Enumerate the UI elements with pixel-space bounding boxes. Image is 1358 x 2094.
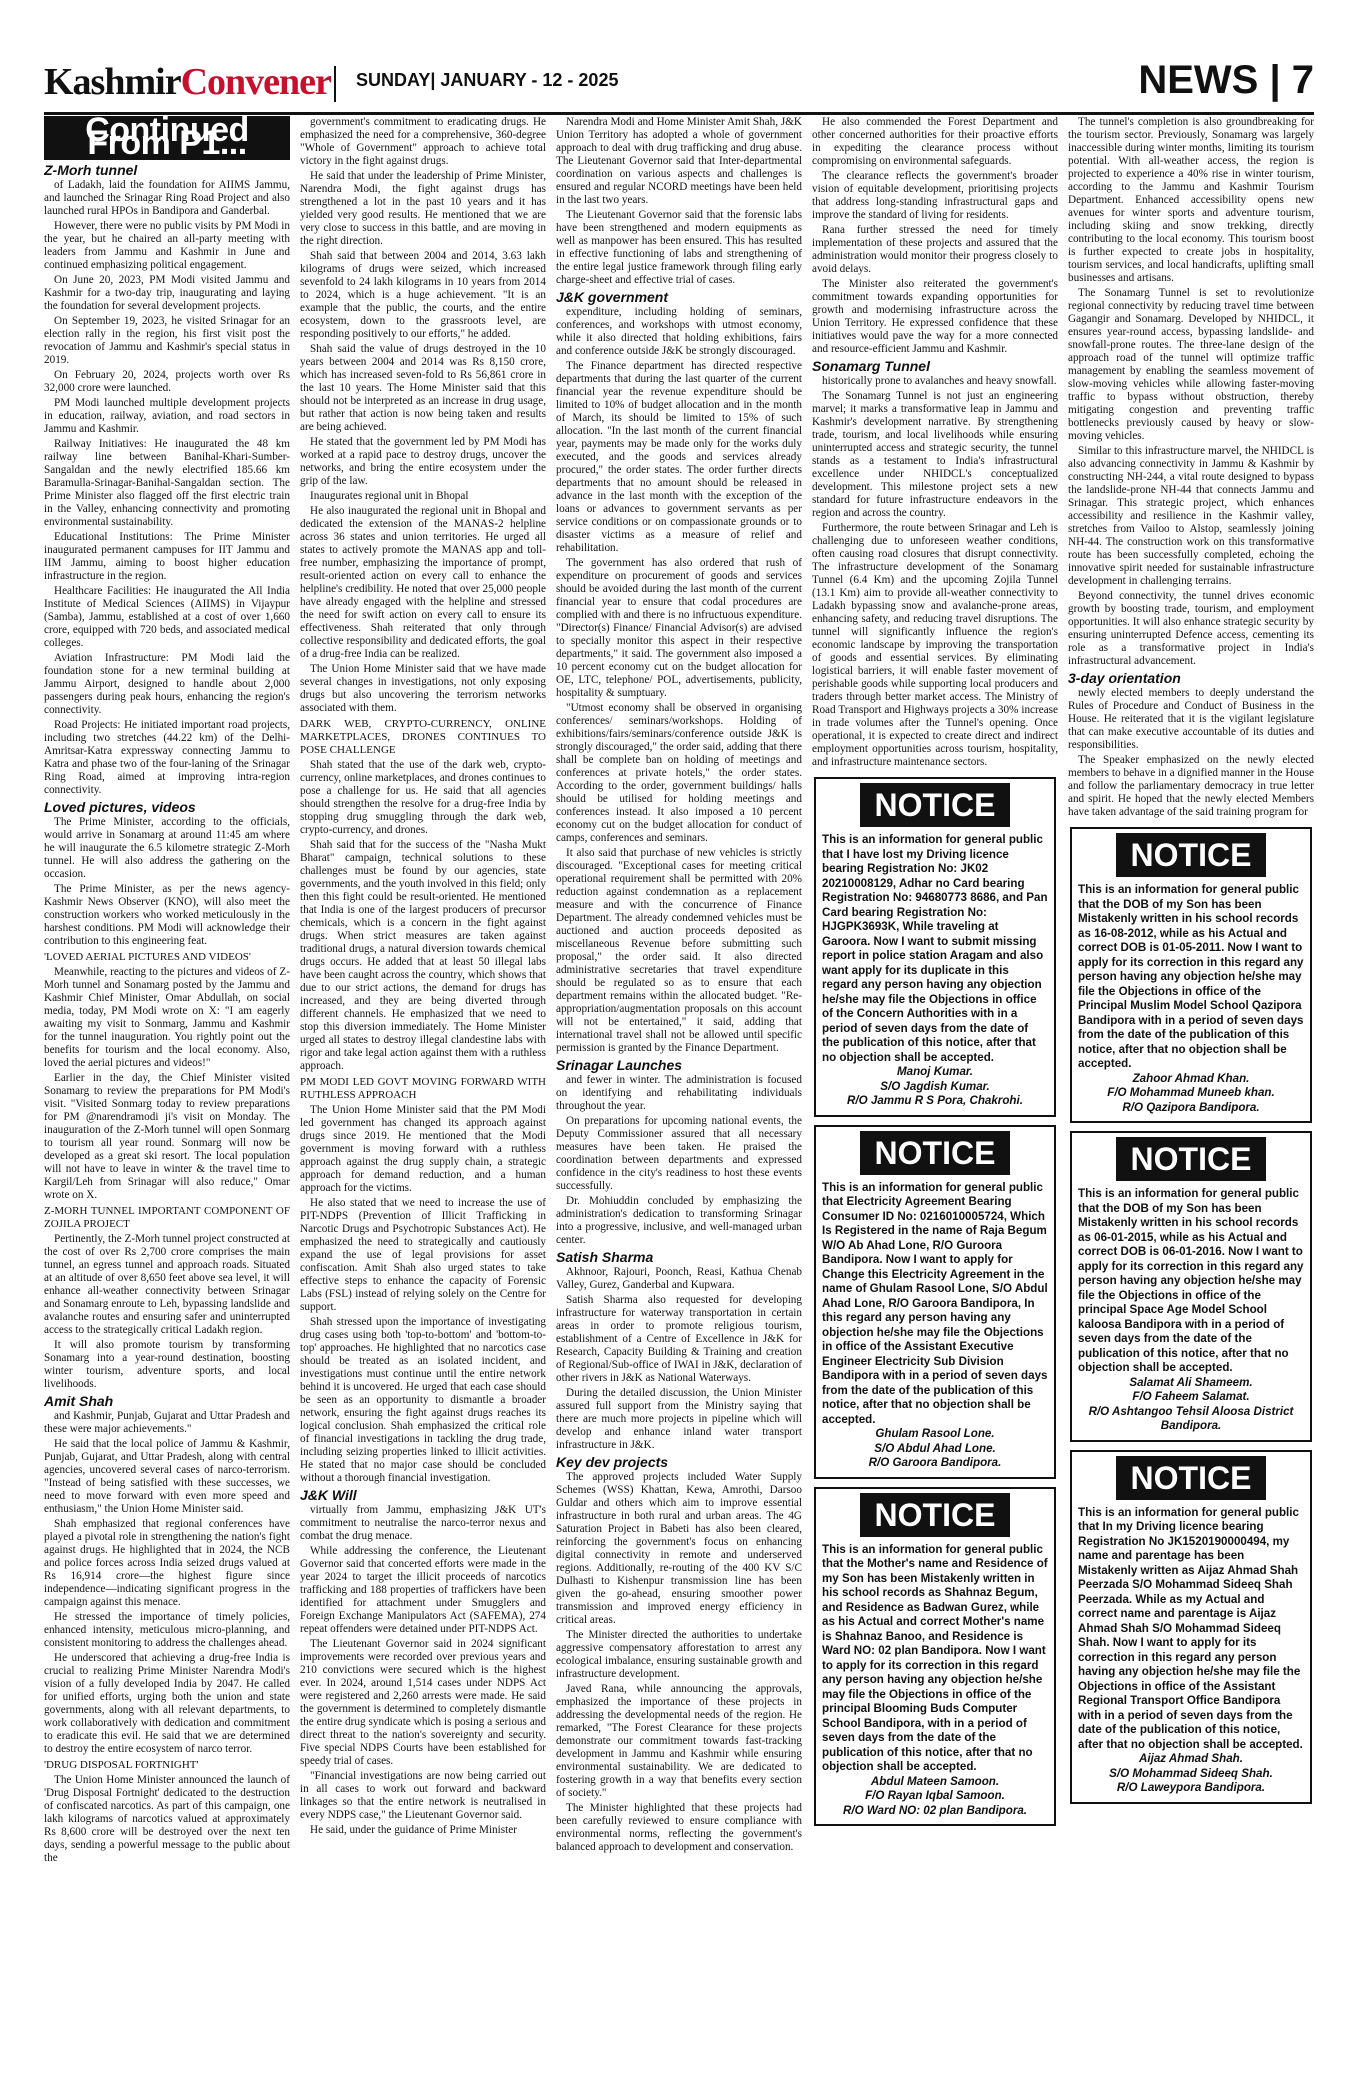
article-heading: Srinagar Launches <box>556 1057 683 1073</box>
article-heading: Sonamarg Tunnel <box>812 358 930 374</box>
notice-body: This is an information for general public that Electricity Agreement Bearing Consumer ID No: 0216010005724, Which Is Registered in the name of Raja Begum W/O Ab Ahad Lone, R/O Guroora Bandipora. Now I want to apply for Change this Electricity Agreement in the name of Ghulam Rasool Lone, S/O Abdul Ahad Lone, R/O Garoora Bandipora, In this regard any person having any objection he/she may file the Objections in office of the Assistant Executive Engineer Electricity Sub Division Bandipora with in a period of seven days from the date of the publication of this notice, after that no objection shall be accepted. <box>822 1180 1048 1426</box>
article-heading: Satish Sharma <box>556 1249 654 1265</box>
paragraph: expenditure, including holding of seminars, conferences, and workshops with utmost economy, while it also directed that holding exhibitions, fairs and conference outside J&K be strongly discouraged. <box>556 306 802 357</box>
column-3 <box>556 116 802 2056</box>
paragraph: Shah said that for the success of the "Nasha Mukt Bharat" campaign, technical solutions to these challenges must be found by our agencies, state governments, and the youth involved in this field; only then this fight could be result-oriented. He mentioned that India is one of the largest producers of precursor chemicals, which is a concern in the fight against drugs. When strict measures are taken against traditional drugs, a natural diversion towards chemical drugs occurs. He added that at least 50 illegal labs have been caught across the country, which shows that due to our strict actions, the demand for drugs has increased, and they are being diverted through different channels. He emphasized that we need to stop this diversion immediately. The Home Minister urged all states to destroy illegal clandestine labs with rigor and take legal action against them with a ruthless approach. <box>300 839 546 1072</box>
paragraph: He also commended the Forest Department and other concerned authorities for their proactive efforts in expediting the clearance process without compromising on environmental safeguards. <box>812 116 1058 167</box>
paragraph: The Sonamarg Tunnel is not just an engineering marvel; it marks a transformative leap in Jammu and Kashmir's development narrative. By strengthening trade, tourism, and local livelihoods while ensuring uninterrupted access and strategic security, the tunnel stands as a testament to India's infrastructural excellence under NHIDCL's conceptualized development. This milestone project sets a new standard for future infrastructure endeavors in the region and across the country. <box>812 390 1058 519</box>
paragraph: He stated that the government led by PM Modi has worked at a rapid pace to destroy drugs, uncover the networks, and bring the entire ecosystem under the grip of the law. <box>300 436 546 487</box>
paragraph: Shah stressed upon the importance of investigating drug cases using both 'top-to-bottom' and 'bottom-to-top' approaches. He highlighted that no narcotics case should be treated as an isolated incident, and investigations must continue until the entire network behind it is uncovered. He urged that each case should be seen as an opportunity to dismantle a broader network, ensuring the fight against drugs reaches its logical conclusion. Shah emphasized the critical role of financial investigations in tackling the drug trade, including seizing properties linked to illicit activities. He stated that no major case should be concluded without a thorough financial investigation. <box>300 1316 546 1484</box>
paragraph: Road Projects: He initiated important road projects, including two stretches (44.22 km) of the Delhi-Amritsar-Katra expressway connecting Jammu to Katra and phase two of the four-laning of the Srinagar Ring Road, aimed at improving intra-region connectivity. <box>44 719 290 796</box>
notice-body: This is an information for general public that In my Driving licence bearing Registration No JK1520190000494, my name and parentage has been Mistakenly written as Aijaz Ahmad Shah Peerzada S/O Mohammad Sideeq Shah Peerzada. While as my Actual and correct name and parentage is Aijaz Ahmad Shah S/O Mohammad Sideeq Shah. Now I want to apply for its correction in this regard any person having any objection he/she may file the Objections in office of the Assistant Regional Transport Office Bandipora with in a period of seven days from the date of the publication of this notice, after that no objection shall be accepted. <box>1078 1505 1303 1751</box>
paragraph: He also inaugurated the regional unit in Bhopal and dedicated the extension of the MANAS-2 helpline across 36 states and union territories. He urged all states to actively promote the MANAS app and toll-free number, emphasizing the importance of prompt, result-oriented action on every call to enhance the helpline's credibility. He noted that over 25,000 people have already engaged with the helpline and stressed the need for swift action on every call to ensure its effectiveness. Shah reiterated that only through collective responsibility and dedicated efforts, the goal of a drug-free India can be realized. <box>300 505 546 660</box>
paragraph: The Union Home Minister said that we have made several changes in investigations, not only exposing drugs but also uncovering the terrorism networks associated with them. <box>300 663 546 714</box>
paragraph: The Prime Minister, according to the officials, would arrive in Sonamarg at around 11:45 am where he will inaugurate the 6.5 kilometre strategic Z-Morh tunnel. He will also address the gathering on the occasion. <box>44 816 290 880</box>
paragraph: While addressing the conference, the Lieutenant Governor said that concerted efforts were made in the year 2024 to target the illicit proceeds of narcotics trafficking and 188 properties of traffickers have been identified for attachment under Smugglers and Foreign Exchange Manipulators Act (SAFEMA), 274 repeat offenders were detained under PIT-NDPS Act. <box>300 1545 546 1635</box>
article-columns <box>44 116 1314 2056</box>
article-heading: Loved pictures, videos <box>44 799 196 815</box>
article-heading: 3-day orientation <box>1068 670 1181 686</box>
paragraph: The Speaker emphasized on the newly elected members to behave in a dignified manner in the House and follow the parliamentary democracy in true letter and spirit. He hoped that the newly elected Members have taken advantage of the said training program for <box>1068 754 1314 818</box>
notice-signature: S/O Jagdish Kumar. <box>880 1079 990 1093</box>
paragraph: Rana further stressed the need for timely implementation of these projects and assured that the administration would monitor their progress closely to avoid delays. <box>812 224 1058 275</box>
paragraph: Dr. Mohiuddin concluded by emphasizing the administration's dedication to transforming Srinagar into a progressive, inclusive, and well-managed urban center. <box>556 1195 802 1246</box>
paragraph: The government has also ordered that rush of expenditure on procurement of goods and services should be avoided during the last month of the current financial year to ensure that codal procedures are complied with and there is no infructuous expenditure. "Director(s) Finance/ Financial Advisor(s) are advised to specially monitor this aspect in their respective departments," it said. The government also imposed a 10 percent economy cut on the budget allocation for OE, LTC, telephone/ POL, advertisements, publicity, hospitality & sumptuary. <box>556 557 802 699</box>
notice-body: This is an information for general public that I have lost my Driving licence bearing Registration No: JK02 20210008129, Adhar no Card bearing Registration No: 94680773 8686, and Pan Card bearing Registration No: HJGPK3693K, While traveling at Garoora. Now I want to submit missing report in police station Aragam and also want apply for its duplicate in this regard any person having any objection he/she may file the Objections in office of the Concern Authorities with in a period of seven days from the date of the publication of this notice, after that no objection shall be accepted. <box>822 833 1048 1064</box>
notice-title: NOTICE <box>1116 833 1266 877</box>
paragraph: The Lieutenant Governor said in 2024 significant improvements were recorded over previous years and 210 convictions were secured which is the highest ever. In 2024, around 1,514 cases under NDPS Act were registered and 2,260 arrests were made. He said the government is determined to completely dismantle the entire drug syndicate which is posing a serious and direct threat to the nation's sovereignty and security. Five special NDPS Courts have been established for speedy trial of cases. <box>300 1638 546 1767</box>
notice-body: This is an information for general public that the DOB of my Son has been Mistakenly written in his school records as 06-01-2015, while as his Actual and correct DOB is 06-01-2016. Now I want to apply for its correction in this regard any person having any objection he/she may file the Objections in office of the principal Space Age Model School kaloosa Bandipora with in a period of seven days from the date of the publication of this notice, after that no objection shall be accepted. <box>1078 1187 1304 1374</box>
paragraph: government's commitment to eradicating drugs. He emphasized the need for a comprehensive, 360-degree "Whole of Government" approach to achieve total victory in the fight against drugs. <box>300 116 546 167</box>
paragraph: Meanwhile, reacting to the pictures and videos of Z-Morh tunnel and Sonamarg posted by the Jammu and Kashmir Chief Minister, Omar Abdullah, on social media, today, PM Modi wrote on X: "I am eagerly awaiting my visit to Sonmarg, Jammu and Kashmir for the tunnel inauguration. You rightly point out the benefits for tourism and the local economy. Also, loved the aerial pictures and videos!" <box>44 966 290 1069</box>
notice-signature: Manoj Kumar. <box>896 1065 974 1078</box>
notice-signature: R/O Garoora Bandipora. <box>868 1456 1002 1469</box>
notice-signature: F/O Faheem Salamat. <box>1132 1390 1250 1403</box>
notice-signature: R/O Ashtangoo Tehsil Aloosa District Bandipora. <box>1088 1404 1294 1432</box>
notice-box <box>814 1125 1056 1479</box>
subheading: 'LOVED AERIAL PICTURES AND VIDEOS' <box>44 951 251 963</box>
paragraph: Similar to this infrastructure marvel, the NHIDCL is also advancing connectivity in Jammu & Kashmir by constructing NH-244, a vital route designed to bypass the landslide-prone NH-44 that connects Jammu and Srinagar. This strategic project, which enhances accessibility and resilience in the Kashmir valley, stretches from Vailoo to Alstop, seamlessly joining NH-44. The construction work on this transformative route has been successfully completed, echoing the innovative spirit needed for sustainable infrastructure development in challenging terrains. <box>1068 445 1314 587</box>
notice-title: NOTICE <box>860 1493 1010 1537</box>
dateline: SUNDAY| JANUARY - 12 - 2025 <box>356 70 619 90</box>
paragraph: He underscored that achieving a drug-free India is crucial to realizing Prime Minister Narendra Modi's vision of a fully developed India by 2047. He called for unified efforts, urging both the union and state governments, along with all relevant departments, to work collaboratively with dedication and commitment to eradicate this evil. He said that we are determined to destroy the entire ecosystem of narco terror. <box>44 1652 290 1755</box>
notice-signature: Abdul Mateen Samoon. <box>870 1774 1000 1788</box>
article-heading: J&K government <box>556 289 669 305</box>
subheading: Z-MORH TUNNEL IMPORTANT COMPONENT OF ZOJILA PROJECT <box>44 1205 290 1230</box>
notice-body: This is an information for general public that the Mother's name and Residence of my Son has been Mistakenly written in his school records as Shahnaz Begum, and Residence as Badwan Gurez, while as his Actual and correct Mother's name is Shahnaz Banoo, and Residence is Ward NO: 02 plan Bandipora. Now I want to apply for its correction in this regard any person having any objection he/she may file the Objections in office of the principal Blooming Buds Computer School Bandipora, with in a period of seven days from the date of the publication of this notice, after that no objection shall be accepted. <box>822 1542 1048 1773</box>
notice-title: NOTICE <box>1116 1137 1266 1181</box>
paragraph: The approved projects included Water Supply Schemes (WSS) Khattan, Kewa, Amrothi, Darsoo Guldar and others which aim to improve essential infrastructure in both rural and urban areas. The 4G Saturation Project in Babeti has also been cleared, reinforcing the government's focus on enhancing digital connectivity in remote and underserved regions. Additionally, re-routing of the 400 KV S/C Dulhasti to Kishenpur transmission line has been given the go-ahead, ensuring smoother power transmission and improved energy efficiency in critical areas. <box>556 1471 802 1626</box>
paragraph: of Ladakh, laid the foundation for AIIMS Jammu, and launched the Srinagar Ring Road Project and also launched rural HPOs in Bandipora and Ganderbal. <box>44 179 290 217</box>
logo-kashmir: Kashmir <box>44 61 181 103</box>
notice-signature: F/O Mohammad Muneeb khan. <box>1107 1086 1275 1099</box>
paragraph: The Prime Minister, as per the news agency-Kashmir News Observer (KNO), will also meet the construction workers who worked meticulously in the harshest conditions. PM Modi will acknowledge their contribution to this engineering feat. <box>44 883 290 947</box>
article-heading: J&K Will <box>300 1487 357 1503</box>
paragraph: Narendra Modi and Home Minister Amit Shah, J&K Union Territory has adopted a whole of government approach to deal with drug trafficking and drug abuse. The Lieutenant Governor said that Inter-departmental coordination on various aspects and challenges is ensured and regular NCORD meetings have been held in the last two years. <box>556 116 802 206</box>
paragraph: Shah emphasized that regional conferences have played a pivotal role in strengthening the nation's fight against drugs. He highlighted that in 2024, the NCB and police forces across India seized drugs valued at Rs 16,914 crore—the highest figure since independence—indicating significant progress in the campaign against this menace. <box>44 1518 290 1608</box>
paragraph: "Utmost economy shall be observed in organising conferences/ seminars/workshops. Holding of exhibitions/fairs/seminars/conference outside J&K is strongly discouraged," the order said, adding that there shall be complete ban on holding of meetings and conferences at private hotels," the order states. According to the order, government buildings/ halls should be utilised for holding meetings and conferences instead. It also imposed a 10 percent economy cut on the budget allocation for conduct of camps, conferences and seminars. <box>556 702 802 844</box>
paragraph: The Union Home Minister announced the launch of 'Drug Disposal Fortnight' dedicated to the destruction of confiscated narcotics. As part of this campaign, one lakh kilograms of narcotics valued at approximately Rs 8,600 crore will be destroyed over the next ten days, sending a powerful message to the public about the <box>44 1774 290 1864</box>
paragraph: Shah said the value of drugs destroyed in the 10 years between 2004 and 2014 was Rs 8,150 crore, which has increased seven-fold to Rs 56,861 crore in the last 10 years. The Home Minister said that this should not be interpreted as an increase in drug usage, but rather that action is now being taken and results are being achieved. <box>300 343 546 433</box>
paragraph: Furthermore, the route between Srinagar and Leh is challenging due to unforeseen weather conditions, often causing road closures that disrupt connectivity. The infrastructure development of the Sonamarg Tunnel (6.4 Km) and the upcoming Zojila Tunnel (13.1 Km) aim to provide all-weather connectivity to Ladakh bypassing snow and avalanche-prone areas, enhancing safety, and reducing travel disruptions. The tunnel will significantly influence the region's economic landscape by improving the transportation of goods and essential services. By eliminating logistical barriers, it will enable faster movement of perishable goods while supporting local producers and traders through better market access. The Ministry of Road Transport and Highways projects a 30% increase in trade volumes after the Tunnel's opening. Once operational, it is expected to create direct and indirect employment opportunities across tourism, hospitality, and infrastructure maintenance sectors. <box>812 522 1058 768</box>
paragraph: virtually from Jammu, emphasizing J&K UT's commitment to neutralise the narco-terror nexus and combat the drug menace. <box>300 1504 546 1542</box>
paragraph: Satish Sharma also requested for developing infrastructure for waterway transportation in certain areas in order to promote religious tourism, establishment of a Centre of Excellence in J&K for Research, Capacity Building & Training and creation of Regional/Sub-office of IWAI in J&K, declaration of other rivers in J&K as National Waterways. <box>556 1294 802 1384</box>
notice-signature: F/O Rayan Iqbal Samoon. <box>865 1789 1005 1802</box>
paragraph: On June 20, 2023, PM Modi visited Jammu and Kashmir for a two-day trip, inaugurating and laying the foundation for several development projects. <box>44 274 290 312</box>
paragraph: PM Modi launched multiple development projects in education, railway, aviation, and road sectors in Jammu and Kashmir. <box>44 397 290 435</box>
notice-box <box>814 777 1056 1117</box>
notice-box <box>1070 827 1312 1123</box>
paragraph: However, there were no public visits by PM Modi in the year, but he chaired an all-party meeting with leaders from Jammu and Kashmir in June and continued emphasizing political engagement. <box>44 220 290 271</box>
paragraph: He said that the local police of Jammu & Kashmir, Punjab, Gujarat, and Uttar Pradesh, along with central agencies, uncovered several cases of narco-terrorism. "Instead of being satisfied with these successes, we need to move forward with even more speed and enthusiasm," the Union Home Minister said. <box>44 1438 290 1515</box>
notice-box <box>1070 1450 1312 1804</box>
paragraph: Railway Initiatives: He inaugurated the 48 km railway line between Banihal-Khari-Sumber-Sangaldan and the newly electrified 185.66 km Baramulla-Srinagar-Banihal-Sangaldan section. The Prime Minister also flagged off the first electric train in the Valley, enhancing connectivity and promoting environmental sustainability. <box>44 438 290 528</box>
paragraph: The tunnel's completion is also groundbreaking for the tourism sector. Previously, Sonamarg was largely inaccessible during winter months, limiting its tourism potential. With all-weather access, the region is projected to experience a 40% rise in winter tourism, according to the Jammu and Kashmir Tourism Department. Enhanced accessibility opens new avenues for winter sports and adventure tourism, including skiing and snow trekking, directly contributing to the local economy. This tourism boost is further expected to create jobs in hospitality, tourism services, and local handicrafts, uplifting small businesses and artisans. <box>1068 116 1314 284</box>
subheading: 'DRUG DISPOSAL FORTNIGHT' <box>44 1759 199 1771</box>
logo-convener: Convener <box>180 61 331 103</box>
masthead-divider <box>334 66 336 102</box>
notice-title: NOTICE <box>1116 1456 1266 1500</box>
paragraph: On February 20, 2024, projects worth over Rs 32,000 crore were launched. <box>44 369 290 394</box>
paragraph: Earlier in the day, the Chief Minister visited Sonamarg to review the preparations for PM Modi's visit. "Visited Sonmarg today to review preparations for PM @narendramodi ji's visit on Monday. The inauguration of the Z-Morh tunnel will open Sonmarg to tourism all year round. Sonmarg will now be developed as a great ski resort. The local population will not have to leave in winter & the travel time to Kargil/Leh from Srinagar will also reduce," Omar wrote on X. <box>44 1072 290 1201</box>
paragraph: Educational Institutions: The Prime Minister inaugurated permanent campuses for IIT Jammu and IIM Jammu, aiming to boost higher education infrastructure in the region. <box>44 531 290 582</box>
paragraph: He said, under the guidance of Prime Minister <box>310 1824 517 1836</box>
notice-title: NOTICE <box>860 1131 1010 1175</box>
paragraph: Beyond connectivity, the tunnel drives economic growth by boosting trade, tourism, and employment opportunities. It will also enhance strategic security by ensuring uninterrupted Defence access, cementing its role as a transformative project in India's infrastructural advancement. <box>1068 590 1314 667</box>
page-section-label: NEWS | 7 <box>1138 58 1314 102</box>
paragraph: The Minister directed the authorities to undertake aggressive compensatory afforestation to arrest any ecological imbalance, ensuring sustainable growth and infrastructure development. <box>556 1629 802 1680</box>
paragraph: Shah said that between 2004 and 2014, 3.63 lakh kilograms of drugs were seized, which increased sevenfold to 24 lakh kilograms in 10 years from 2014 to 2024, which is a huge achievement. "It is an example that the public, the courts, and the entire ecosystem, down to the grassroots level, are responding positively to our efforts," he added. <box>300 250 546 340</box>
notice-title: NOTICE <box>860 783 1010 827</box>
paragraph: The Union Home Minister said that the PM Modi led government has changed its approach against drugs since 2019. He mentioned that the Modi government is moving forward with a ruthless approach against the drug supply chain, a strategic approach for demand reduction, and a human approach for the victims. <box>300 1104 546 1194</box>
paragraph: and Kashmir, Punjab, Gujarat and Uttar Pradesh and these were major achievements." <box>44 1410 290 1435</box>
notice-box <box>814 1487 1056 1827</box>
paragraph: On preparations for upcoming national events, the Deputy Commissioner assured that all necessary measures have been taken. He praised the coordination between departments and expressed confidence in the city's readiness to host these events successfully. <box>556 1115 802 1192</box>
subheading: DARK WEB, CRYPTO-CURRENCY, ONLINE MARKETPLACES, DRONES CONTINUES TO POSE CHALLENGE <box>300 718 546 756</box>
subheading: PM MODI LED GOVT MOVING FORWARD WITH RUTHLESS APPROACH <box>300 1076 546 1101</box>
notice-box <box>1070 1131 1312 1442</box>
paragraph: He stressed the importance of timely policies, enhanced intensity, meticulous micro-planning, and consistent monitoring to address the challenges ahead. <box>44 1611 290 1649</box>
paragraph: On September 19, 2023, he visited Srinagar for an election rally in the region, his first visit post the revocation of Jammu and Kashmir's special status in 2019. <box>44 315 290 366</box>
paragraph: He also stated that we need to increase the use of PIT-NDPS (Prevention of Illicit Trafficking in Narcotic Drugs and Psychotropic Substances Act). He emphasized the need to strategically and cautiously expand the use of legal provisions for asset confiscation. Amit Shah also urged states to take effective steps to enhance the capacity of Forensic Labs (FSL) instead of relying solely on the Centre for support. <box>300 1197 546 1313</box>
notice-signature: S/O Abdul Ahad Lone. <box>874 1441 996 1455</box>
paragraph: Pertinently, the Z-Morh tunnel project constructed at the cost of over Rs 2,700 crore comprises the main tunnel, an egress tunnel and approach roads. Situated at an altitude of over 8,650 feet above sea level, it will enhance all-weather connectivity between Srinagar and Sonamarg enroute to Leh, bypassing landslide and avalanche routes and ensuring safer and uninterrupted access to the strategically critical Ladakh region. <box>44 1233 290 1336</box>
notice-signature: R/O Qazipora Bandipora. <box>1122 1100 1260 1114</box>
paragraph: The Finance department has directed respective departments that during the last quarter of the current financial year the revenue expenditure should be limited to 10% of budget allocation and in the month of March, its should be limited to 15% of such allocation. "In the last month of the current financial year, payments may be made only for the works duly executed, and the goods and services already procured," the order states. The order further directs departments that no amount should be released in advance in the last month with the exception of the loans or advances to government servants as per service conditions or on compassionate grounds or to disaster victims as a measure of relief and rehabilitation. <box>556 360 802 554</box>
paragraph: The Minister highlighted that these projects had been carefully reviewed to ensure compliance with environmental norms, reflecting the government's balanced approach to development and conservation. <box>556 1802 802 1853</box>
paragraph: Healthcare Facilities: He inaugurated the All India Institute of Medical Sciences (AIIMS) in Vijaypur (Samba), Jammu, established at a cost of over 1,660 crore, equipped with 720 beds, and associated medical colleges. <box>44 585 290 649</box>
paragraph: and fewer in winter. The administration is focused on identifying and rehabilitating individuals throughout the year. <box>556 1074 802 1112</box>
notice-signature: R/O Laweypora Bandipora. <box>1116 1781 1266 1794</box>
paragraph: Javed Rana, while announcing the approvals, emphasized the importance of these projects in addressing the developmental needs of the region. He remarked, "The Forest Clearance for these projects demonstrate our commitment towards fast-tracking development in Jammu and Kashmir while ensuring environmental sustainability. We are dedicated to fostering growth in a way that benefits every section of society." <box>556 1683 802 1799</box>
article-heading: Z-Morh tunnel <box>44 162 138 178</box>
paragraph: historically prone to avalanches and heavy snowfall. <box>822 375 1057 387</box>
notice-signature: Aijaz Ahmad Shah. <box>1139 1752 1243 1765</box>
notice-signature: Zahoor Ahmad Khan. <box>1132 1071 1250 1085</box>
paragraph: The Lieutenant Governor said that the forensic labs have been strengthened and modern equipments as well as manpower has been ensured. This has resulted in effective functioning of labs and strengthening of the entire legal justice framework through filing early charge-sheet and effective trial of cases. <box>556 209 802 286</box>
paragraph: It also said that purchase of new vehicles is strictly discouraged. "Exceptional cases for meeting critical operational requirement shall be permitted with 20% reduction against condemnation as a replacement measure and with the concurrence of Finance Department. The already condemned vehicles must be auctioned and auction proceeds deposited as miscellaneous Revenue before submitting such proposal," the order said. It also directed administrative secretaries that travel expenditure should be regulated so as to ensure that each department remains within the allocated budget. "Re-appropriation/augmentation proposals on this account will not be entertained," it said, adding that international travel shall not be allowed until specific permission is granted by the Finance Department. <box>556 847 802 1054</box>
notice-signature: R/O Ward NO: 02 plan Bandipora. <box>842 1803 1028 1817</box>
paragraph: It will also promote tourism by transforming Sonamarg into a year-round destination, boosting winter tourism, adventure sports, and local livelihoods. <box>44 1339 290 1390</box>
article-heading: Key dev projects <box>556 1454 669 1470</box>
continued-banner: Continued From P1... <box>44 116 290 160</box>
paragraph: He said that under the leadership of Prime Minister, Narendra Modi, the fight against drugs has strengthened a lot in the past 10 years and it has yielded very good results. He mentioned that we are very close to success in this battle, and are moving in the right direction. <box>300 170 546 247</box>
newspaper-logo[interactable] <box>44 60 331 104</box>
paragraph: newly elected members to deeply understand the Rules of Procedure and Conduct of Business in the House. He reiterated that it is the vigilant legislature that can make executive accountable of its duties and responsibilities. <box>1068 687 1314 751</box>
column-4 <box>812 116 1058 2056</box>
paragraph: The Sonamarg Tunnel is set to revolutionize regional connectivity by reducing travel time between Gagangir and Sonamarg. Developed by NHIDCL, it ensures year-round access, bypassing landslide- and snowfall-prone routes. The three-lane design of the approach road of the tunnel will optimize traffic management by enabling the seamless movement of slow-moving vehicles while allowing faster-moving traffic to bypass without obstruction, thereby mitigating congestion and preventing traffic bottlenecks previously caused by heavy or slow-moving vehicles. <box>1068 287 1314 442</box>
paragraph: The Minister also reiterated the government's commitment towards expanding opportunities for growth and modernising infrastructure across the Union Territory. He expressed confidence that these initiatives would pave the way for a more connected and resource-efficient Jammu and Kashmir. <box>812 278 1058 355</box>
notice-signature: Ghulam Rasool Lone. <box>875 1427 995 1440</box>
paragraph: Shah stated that the use of the dark web, crypto-currency, online marketplaces, and drones continues to pose a challenge for us. He said that all agencies should strengthen the resolve for a drug-free India by stopping drug smuggling through the dark web, crypto-currency, and drones. <box>300 759 546 836</box>
paragraph: Aviation Infrastructure: PM Modi laid the foundation stone for a new terminal building at Jammu Airport, designed to handle about 2,000 passengers during peak hours, enhancing the region's connectivity. <box>44 652 290 716</box>
notice-signature: S/O Mohammad Sideeq Shah. <box>1109 1766 1273 1780</box>
notice-signature: Salamat Ali Shameem. <box>1129 1375 1253 1389</box>
notice-body: This is an information for general public that the DOB of my Son has been Mistakenly written in his school records as 16-08-2012, while as his Actual and correct DOB is 01-05-2011. Now I want to apply for its correction in this regard any person having any objection he/she may file the Objections in office of the Principal Muslim Model School Qazipora Bandipora with in a period of seven days from the date of the publication of this notice, after that no objection shall be accepted. <box>1078 883 1304 1070</box>
article-heading: Amit Shah <box>44 1393 114 1409</box>
column-1 <box>44 116 290 2056</box>
column-5 <box>1068 116 1314 2056</box>
paragraph: During the detailed discussion, the Union Minister assured full support from the Ministry saying that there are much more projects in pipeline which will develop and enhance inland water transport infrastructure in J&K. <box>556 1387 802 1451</box>
paragraph: Akhnoor, Rajouri, Poonch, Reasi, Kathua Chenab Valley, Gurez, Ganderbal and Kupwara. <box>556 1266 802 1291</box>
paragraph: Inaugurates regional unit in Bhopal <box>310 490 469 502</box>
notice-signature: R/O Jammu R S Pora, Chakrohi. <box>847 1094 1023 1107</box>
paragraph: The clearance reflects the government's broader vision of equitable development, prioritising projects that address long-standing infrastructural gaps and improve the standard of living for residents. <box>812 170 1058 221</box>
masthead <box>44 56 1314 115</box>
paragraph: "Financial investigations are now being carried out in all cases to work out forward and backward linkages so that the entire network is neutralised in every NDPS case," the Lieutenant Governor said. <box>300 1770 546 1821</box>
column-2 <box>300 116 546 2056</box>
